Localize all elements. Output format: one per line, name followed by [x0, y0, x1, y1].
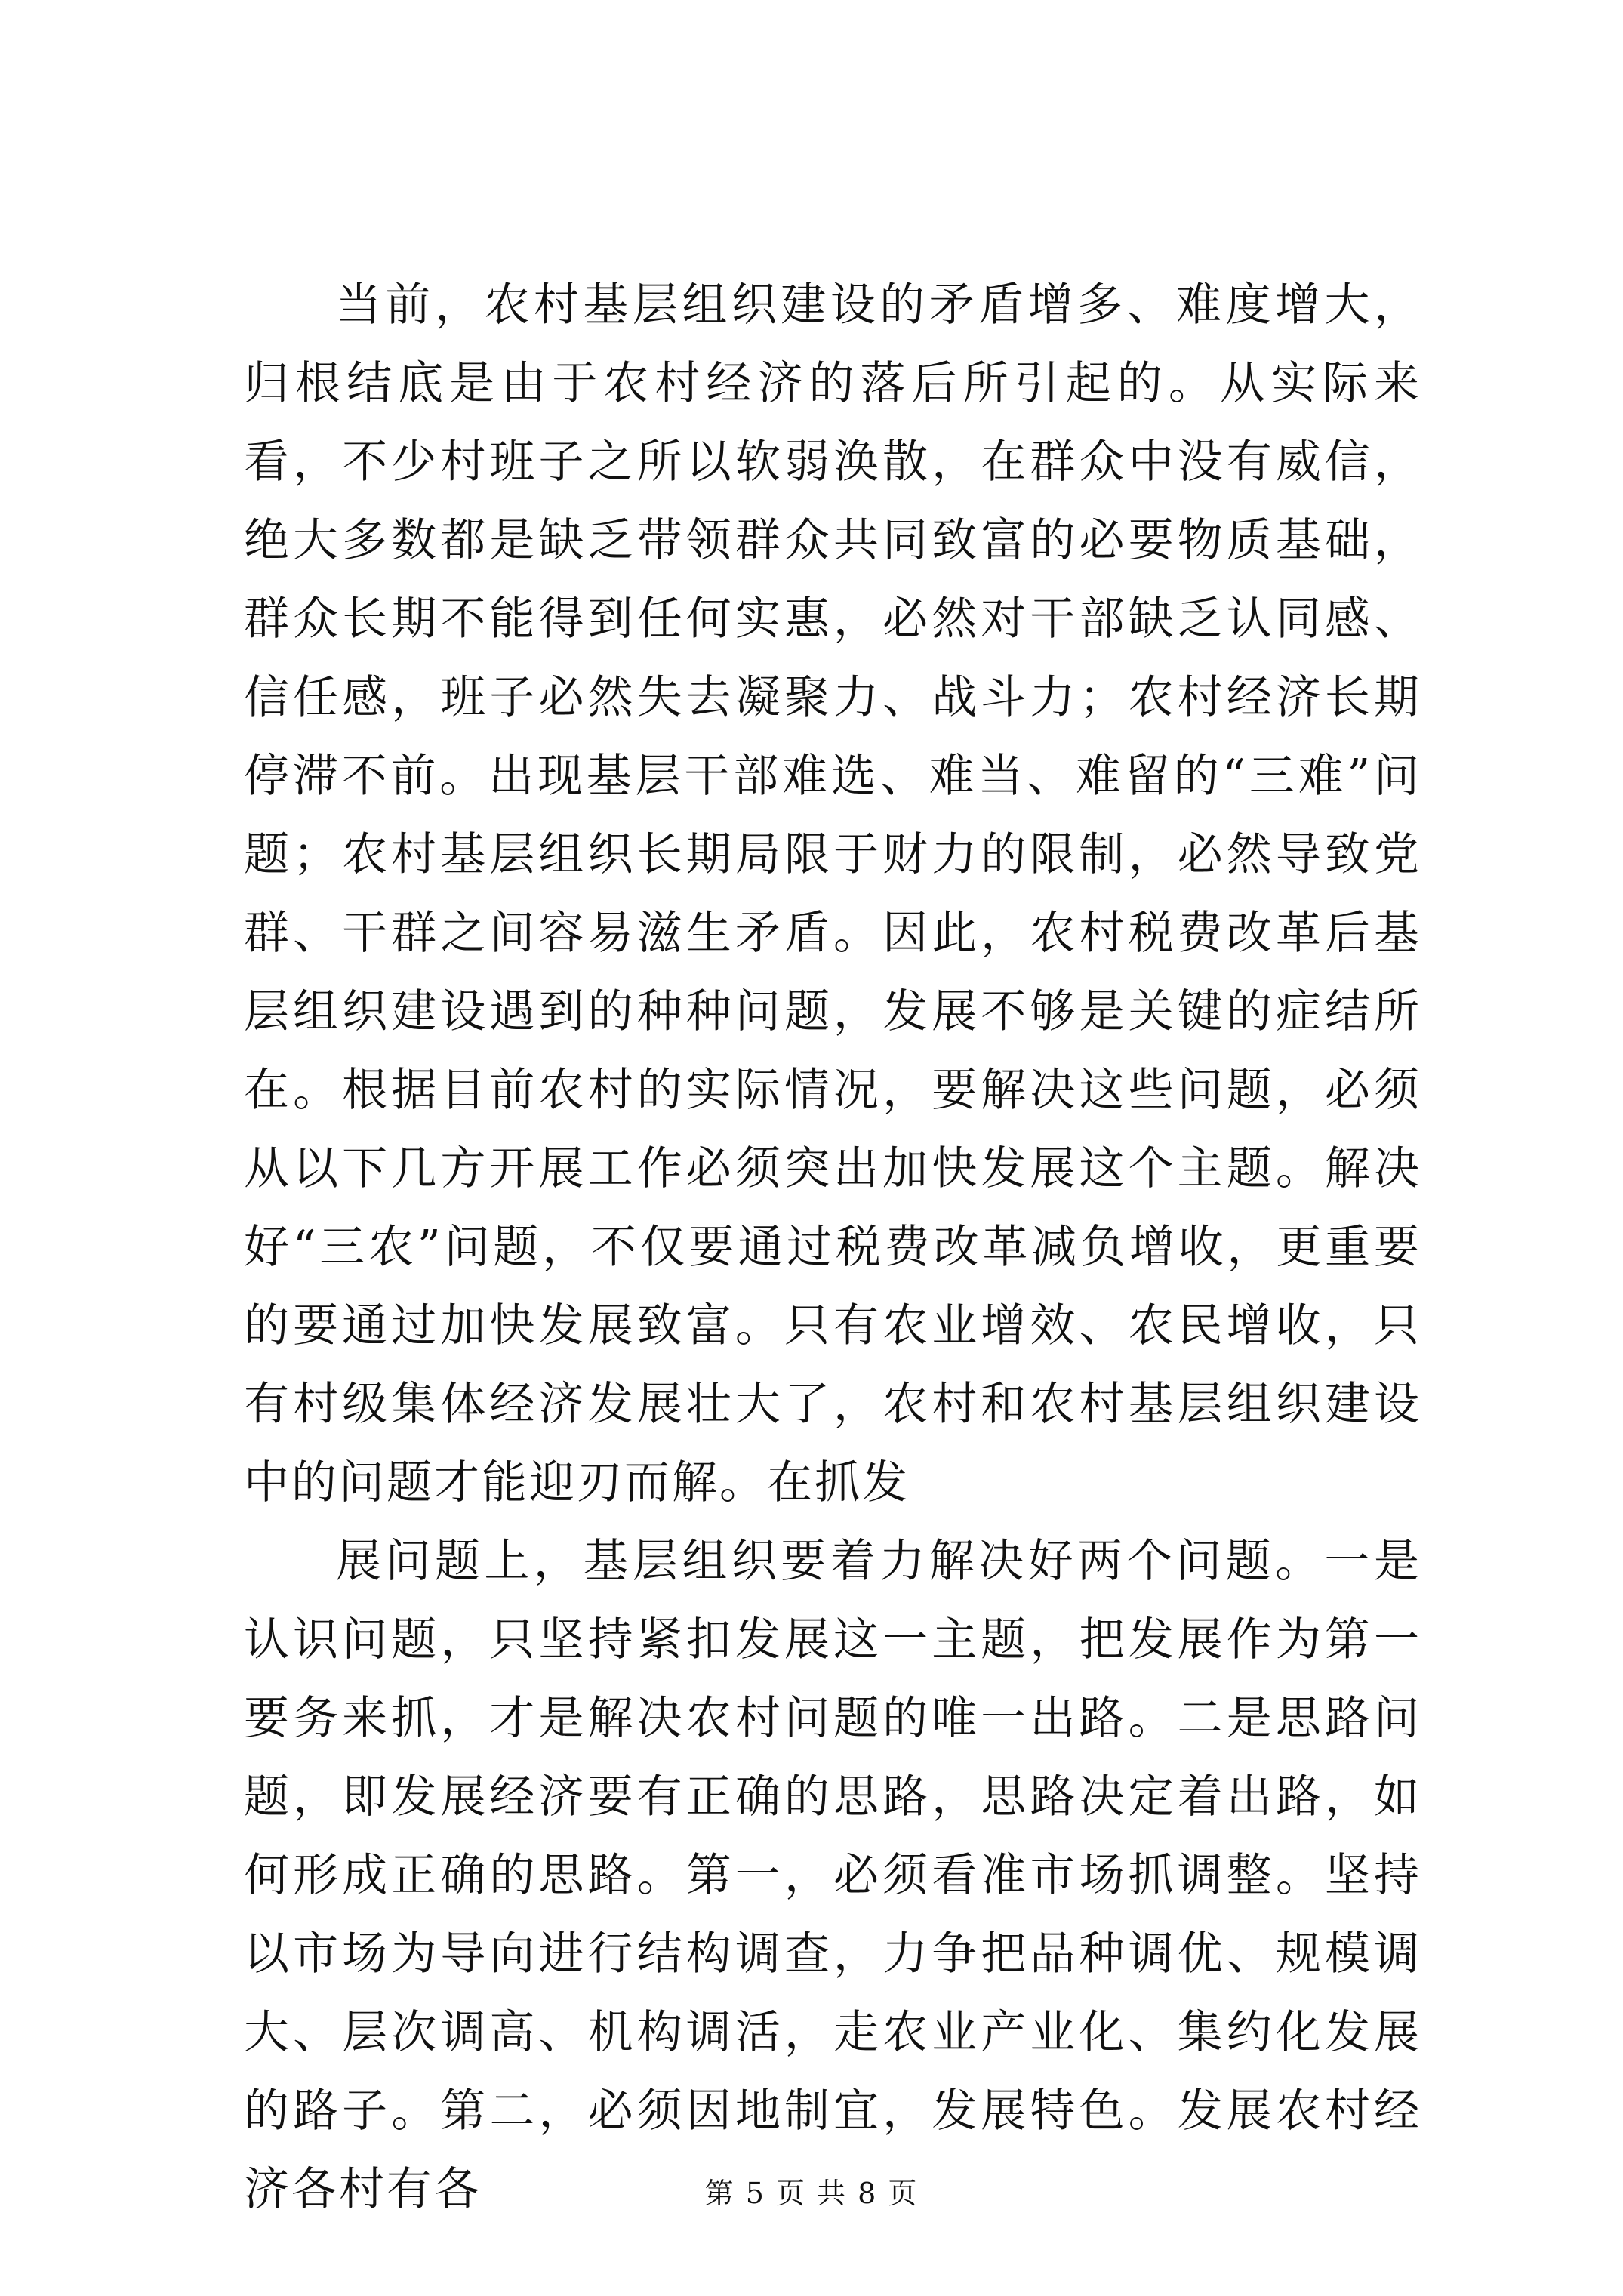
paragraph-2: 展问题上，基层组织要着力解决好两个问题。一是认识问题，只坚持紧扣发展这一主题，把发展作为第一要务来抓，才是解决农村问题的唯一出路。二是思路问题，即发展经济要有正确的思路，思路决定着出路，如何形成正确的思路。第一，必须看准市场抓调整。坚持以市场为导向进行结构调查，力争把品种调优、规模调大、层次调高、机构调活，走农业产业化、集约化发展的路子。第二，必须因地制宜，发展特色。发展农村经济各村有各 [244, 1535, 1421, 2216]
page-number-footer: 第 5 页 共 8 页 [704, 2177, 919, 2210]
document-body [244, 266, 1421, 2229]
paragraph-1: 当前，农村基层组织建设的矛盾增多、难度增大，归根结底是由于农村经济的落后所引起的。从实际来看，不少村班子之所以软弱涣散，在群众中没有威信，绝大多数都是缺乏带领群众共同致富的必要物质基础，群众长期不能得到任何实惠，必然对干部缺乏认同感、信任感，班子必然失去凝聚力、战斗力；农村经济长期停滞不前。出现基层干部难选、难当、难留的“三难”问题；农村基层组织长期局限于财力的限制，必然导致党群、干群之间容易滋生矛盾。因此，农村税费改革后基层组织建设遇到的种种问题，发展不够是关键的症结所在。根据目前农村的实际情况，要解决这些问题，必须从以下几方开展工作必须突出加快发展这个主题。解决好“三农”问题，不仅要通过税费改革减负增收，更重要的要通过加快发展致富。只有农业增效、农民增收，只有村级集体经济发展壮大了，农村和农村基层组织建设中的问题才能迎刃而解。在抓发 [244, 279, 1421, 1509]
